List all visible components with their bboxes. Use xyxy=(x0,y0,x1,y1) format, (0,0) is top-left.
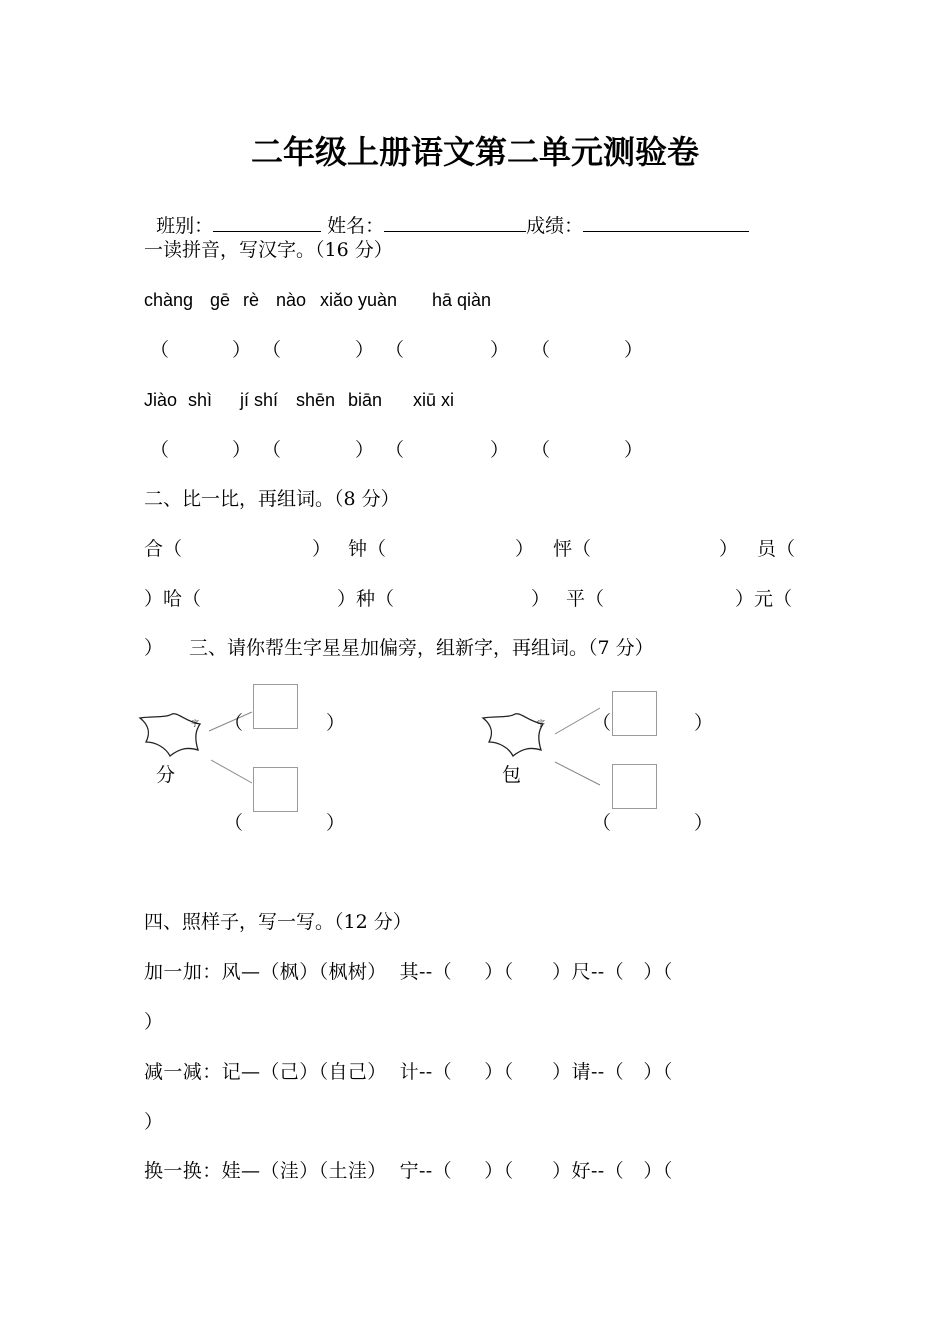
radical-box[interactable] xyxy=(253,767,298,812)
q2-row-2-close: ） xyxy=(144,637,164,659)
pinyin: shì xyxy=(188,390,213,410)
radical-box[interactable] xyxy=(612,691,657,736)
q3-heading: 三、请你帮生字星星加偏旁，组新字，再组词。（7 分） xyxy=(189,637,654,659)
paren-open: （ xyxy=(262,439,282,461)
compare-item: 员（ xyxy=(757,538,796,560)
pinyin: gē xyxy=(210,290,231,310)
connector-line xyxy=(555,762,600,785)
paren-open: （ xyxy=(224,712,244,734)
radical-box[interactable] xyxy=(612,764,657,809)
paren-close: ） xyxy=(624,439,644,461)
page-title: 二年级上册语文第二单元测验卷 xyxy=(250,133,699,171)
compare-item: ）哈（ xyxy=(144,588,202,610)
pinyin: shēn xyxy=(296,390,336,410)
compare-item: ）种（ xyxy=(337,588,395,610)
paren-open: （ xyxy=(150,339,170,361)
pinyin: Jiào xyxy=(144,390,178,410)
name-label: 姓名： xyxy=(327,215,385,237)
star-char: 分 xyxy=(156,764,176,786)
class-label: 班别： xyxy=(156,215,214,237)
q2-heading: 二、比一比，再组词。（8 分） xyxy=(144,488,400,510)
q4-heading: 四、照样子，写一写。（12 分） xyxy=(144,911,412,933)
paren-open: （ xyxy=(385,439,405,461)
compare-item: ） xyxy=(312,538,332,560)
pinyin: biān xyxy=(348,390,383,410)
paren-close: ） xyxy=(694,712,714,734)
q4-row-add: 加一加：风—（枫）（枫树） 其--（ ）（ ）尺--（ ）（ xyxy=(144,961,673,983)
paren-open: （ xyxy=(531,339,551,361)
compare-item: ） xyxy=(515,538,535,560)
compare-item: 合（ xyxy=(144,538,183,560)
compare-item: ）元（ xyxy=(735,588,793,610)
star-mark: 字 xyxy=(537,719,545,728)
paren-close: ） xyxy=(232,339,252,361)
paren-close: ） xyxy=(490,339,510,361)
pinyin: rè xyxy=(243,290,260,310)
q1-heading: 一读拼音，写汉字。（16 分） xyxy=(144,239,393,261)
paren-close: ） xyxy=(232,439,252,461)
pinyin: chàng xyxy=(144,290,194,310)
paren-close: ） xyxy=(355,339,375,361)
q4-row-add-cont: ） xyxy=(144,1011,164,1033)
paren-open: （ xyxy=(224,812,244,834)
paren-close: ） xyxy=(326,812,346,834)
compare-item: ） xyxy=(719,538,739,560)
compare-item: 怦（ xyxy=(553,538,592,560)
score-label: 成绩： xyxy=(526,215,584,237)
q4-row-subtract: 减一减：记—（己）（自己） 计--（ ）（ ）请--（ ）（ xyxy=(144,1061,673,1083)
star-char: 包 xyxy=(502,764,522,786)
connector-line xyxy=(211,760,252,783)
pinyin: xiǎo yuàn xyxy=(320,290,398,310)
q4-row-swap: 换一换：娃—（洼）（土洼） 宁--（ ）（ ）好--（ ）（ xyxy=(144,1160,673,1182)
q4-row-subtract-cont: ） xyxy=(144,1111,164,1133)
paren-open: （ xyxy=(592,812,612,834)
pinyin: jí shí xyxy=(240,390,279,410)
paren-open: （ xyxy=(592,712,612,734)
star-icon xyxy=(483,714,543,756)
pinyin: nào xyxy=(276,290,307,310)
paren-open: （ xyxy=(262,339,282,361)
radical-box[interactable] xyxy=(253,684,298,729)
compare-item: ） xyxy=(531,588,551,610)
paren-close: ） xyxy=(624,339,644,361)
star-mark: 字 xyxy=(191,719,199,728)
paren-open: （ xyxy=(150,439,170,461)
paren-close: ） xyxy=(694,812,714,834)
pinyin: hā qiàn xyxy=(432,290,492,310)
compare-item: 平（ xyxy=(566,588,605,610)
paren-close: ） xyxy=(326,712,346,734)
paren-close: ） xyxy=(355,439,375,461)
pinyin: xiū xi xyxy=(413,390,455,410)
paren-open: （ xyxy=(385,339,405,361)
paren-open: （ xyxy=(531,439,551,461)
compare-item: 钟（ xyxy=(348,538,387,560)
paren-close: ） xyxy=(490,439,510,461)
